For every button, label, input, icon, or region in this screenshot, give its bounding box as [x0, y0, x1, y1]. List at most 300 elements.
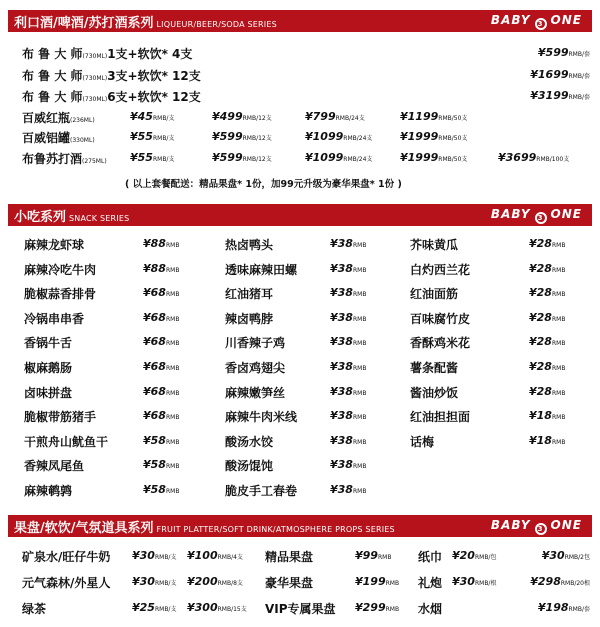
price-value: ¥55	[130, 151, 153, 164]
snack-item-price	[529, 311, 565, 324]
other-item-name	[265, 574, 313, 591]
snack-item-name	[24, 285, 96, 302]
price-value: ¥58	[143, 483, 166, 496]
snack-item-name	[410, 334, 470, 351]
price-value: ¥799	[305, 110, 336, 123]
snack-item-price	[330, 237, 366, 250]
price-unit: RMB/15支	[217, 606, 247, 613]
snack-item-name	[225, 384, 285, 401]
price-value: ¥1999	[400, 130, 439, 143]
snack-item-name	[225, 408, 297, 425]
item-name: 透味麻辣田螺	[225, 262, 298, 277]
price-value: ¥88	[143, 237, 166, 250]
price-unit: RMB/套	[568, 94, 590, 101]
price-value: ¥25	[132, 601, 155, 614]
item-size: (236ML)	[70, 117, 95, 124]
other-item-name	[22, 574, 110, 591]
drink-item-row	[22, 150, 107, 167]
price-value: ¥38	[330, 360, 353, 373]
snack-item-name	[410, 285, 458, 302]
other-item-price	[187, 601, 247, 614]
snack-item-price	[330, 409, 366, 422]
other-item-price	[132, 601, 176, 614]
price-unit: RMB/12支	[242, 156, 272, 163]
item-name: 香辣凤尾鱼	[24, 459, 85, 474]
snack-item-price	[143, 262, 179, 275]
price-value: ¥68	[143, 409, 166, 423]
price-value: ¥599	[212, 151, 243, 164]
other-item-name	[22, 548, 110, 565]
item-name: 麻辣嫩笋丝	[225, 385, 286, 400]
price-unit: RMB	[352, 340, 367, 348]
brand-right: ONE	[550, 207, 582, 221]
drink-set-price	[530, 89, 590, 102]
item-size: (730ML)	[82, 75, 108, 82]
drink-item-row	[22, 129, 95, 146]
price-unit: RMB	[551, 291, 566, 299]
price-value: ¥88	[143, 261, 166, 275]
item-name: 红油担担面	[410, 410, 471, 425]
item-size: (730ML)	[82, 96, 108, 103]
section-title-other	[14, 517, 395, 536]
snack-item-name	[24, 433, 108, 450]
snack-item-name	[225, 433, 273, 450]
price-unit: RMB	[377, 554, 392, 561]
price-value: ¥1099	[305, 130, 344, 143]
drink-item-price	[130, 110, 174, 123]
price-value: ¥1999	[400, 151, 439, 164]
snack-item-price	[143, 385, 179, 398]
other-item-price	[355, 575, 399, 588]
snack-item-name	[225, 261, 297, 278]
price-unit: RMB/支	[152, 115, 175, 122]
price-value: ¥3199	[530, 89, 569, 102]
drink-item-price	[212, 151, 272, 164]
snack-item-name	[410, 384, 458, 401]
price-value: ¥99	[355, 549, 378, 562]
snack-item-price	[529, 335, 565, 348]
price-unit: RMB	[165, 365, 180, 372]
item-name: 脆椒带筋猪手	[24, 410, 97, 425]
snack-item-name	[225, 457, 273, 474]
item-name: 酸汤馄饨	[225, 459, 274, 474]
price-value: ¥499	[212, 110, 243, 123]
brand-right: ONE	[550, 13, 582, 27]
price-unit: RMB	[165, 266, 180, 274]
item-name: 麻辣冷吃牛肉	[24, 262, 97, 277]
item-name: 麻辣牛肉米线	[225, 410, 298, 425]
section-title-drinks	[14, 12, 277, 31]
price-unit: RMB/4支	[217, 554, 243, 561]
item-name: 芥味黄瓜	[410, 238, 459, 252]
drink-set-row	[22, 45, 192, 62]
price-unit: RMB/支	[154, 580, 177, 587]
section-band-other	[8, 515, 592, 537]
price-unit: RMB/50支	[438, 156, 468, 163]
item-desc: 3支+软饮* 12支	[107, 69, 201, 83]
price-unit: RMB	[551, 414, 566, 422]
price-unit: RMB	[352, 488, 367, 495]
price-value: ¥18	[529, 409, 552, 423]
snack-item-name	[410, 408, 470, 425]
item-name: 酱油炒饭	[410, 385, 459, 400]
brand-left: BABY	[490, 518, 531, 532]
item-name: 布 鲁 大 师	[22, 90, 83, 104]
price-unit: RMB	[352, 315, 367, 323]
price-unit: RMB	[352, 389, 367, 397]
other-item-price	[132, 575, 176, 588]
brand-icon: 3	[535, 18, 547, 30]
item-desc: 6支+软饮* 12支	[107, 90, 201, 104]
price-unit: RMB	[551, 315, 566, 323]
other-item-name	[22, 600, 46, 617]
other-item-price	[187, 549, 243, 562]
item-name: 百威铝罐	[22, 131, 71, 145]
other-item-price	[542, 549, 590, 562]
snack-item-name	[24, 408, 96, 425]
price-unit: RMB	[352, 266, 367, 274]
snack-item-name	[24, 261, 96, 278]
price-unit: RMB/50支	[438, 115, 468, 122]
price-unit: RMB/2包	[564, 554, 590, 561]
drink-item-price	[400, 151, 467, 164]
price-unit: RMB	[385, 606, 400, 613]
section-title-snacks	[14, 206, 129, 225]
price-value: ¥1199	[400, 110, 439, 123]
item-name: 矿泉水/旺仔牛奶	[22, 550, 111, 564]
item-name: 布 鲁 大 师	[22, 47, 83, 61]
price-value: ¥68	[143, 384, 166, 398]
section-title-en: SNACK SERIES	[69, 214, 130, 223]
price-value: ¥38	[330, 335, 353, 349]
other-item-price	[452, 549, 496, 562]
price-value: ¥28	[529, 360, 552, 373]
price-value: ¥58	[143, 433, 166, 447]
snack-item-name	[410, 261, 470, 278]
price-value: ¥30	[452, 575, 475, 588]
brand-logo	[491, 518, 582, 535]
snack-item-price	[529, 360, 565, 373]
item-name: 酸汤水饺	[225, 434, 274, 449]
price-unit: RMB/支	[154, 554, 177, 561]
snack-item-name	[24, 310, 84, 327]
price-value: ¥1099	[305, 151, 344, 164]
item-name: 麻辣龙虾球	[24, 238, 85, 252]
section-title-cn: 果盘/软饮/气氛道具系列	[14, 521, 154, 536]
note-text: ( 以上套餐配送：精品果盘* 1份，加99元升级为豪华果盘* 1份 )	[125, 179, 402, 190]
drink-item-price	[400, 110, 467, 123]
snack-item-price	[529, 286, 565, 299]
price-value: ¥198	[537, 601, 569, 614]
item-name: 热卤鸭头	[225, 238, 274, 252]
item-name: 香卤鸡翅尖	[225, 361, 286, 375]
price-unit: RMB/支	[154, 606, 177, 613]
snack-item-name	[410, 310, 470, 327]
other-item-name	[265, 600, 336, 617]
item-name: 话梅	[410, 434, 435, 449]
price-unit: RMB/12支	[242, 135, 272, 142]
drink-item-price	[130, 151, 174, 164]
other-item-price	[132, 549, 176, 562]
price-unit: RMB	[352, 291, 367, 299]
item-size: (730ML)	[82, 53, 108, 60]
snack-item-name	[410, 359, 458, 376]
price-unit: RMB/8支	[217, 580, 243, 587]
snack-item-name	[225, 334, 285, 351]
price-unit: RMB	[551, 389, 566, 397]
price-value: ¥68	[143, 310, 166, 324]
drink-item-price	[400, 130, 467, 143]
price-value: ¥38	[330, 286, 353, 300]
price-unit: RMB	[165, 340, 180, 348]
brand-left: BABY	[490, 13, 531, 27]
price-value: ¥18	[529, 433, 552, 447]
item-name: 纸巾	[418, 550, 443, 564]
drink-set-row	[22, 67, 201, 84]
item-name: 脆皮手工春卷	[225, 484, 298, 498]
price-unit: RMB	[352, 463, 367, 471]
price-unit: RMB	[165, 242, 180, 249]
price-unit: RMB	[352, 438, 367, 446]
item-name: 布 鲁 大 师	[22, 69, 83, 83]
item-name: 薯条配酱	[410, 361, 459, 375]
snack-item-name	[24, 482, 72, 499]
snack-item-price	[143, 483, 179, 496]
price-unit: RMB	[352, 242, 367, 249]
price-unit: RMB	[165, 315, 180, 323]
snack-item-name	[24, 457, 84, 474]
drink-set-row	[22, 88, 201, 105]
price-value: ¥300	[187, 601, 218, 614]
item-name: 百威红瓶	[22, 111, 71, 125]
brand-icon: 3	[535, 523, 547, 535]
brand-icon: 3	[535, 212, 547, 224]
price-unit: RMB/24支	[335, 115, 365, 122]
price-value: ¥30	[132, 575, 155, 588]
snack-item-price	[330, 483, 366, 496]
drink-set-price	[538, 46, 590, 59]
price-value: ¥20	[452, 549, 475, 562]
snack-item-price	[330, 262, 366, 275]
snack-item-name	[24, 236, 84, 253]
price-value: ¥28	[529, 237, 552, 250]
item-name: 辣卤鸭脖	[225, 311, 274, 326]
price-value: ¥38	[330, 409, 353, 423]
item-name: 椒麻鹅肠	[24, 361, 73, 375]
price-value: ¥68	[143, 360, 166, 373]
snack-item-name	[225, 236, 273, 253]
snack-item-price	[330, 286, 366, 299]
price-value: ¥38	[330, 310, 353, 324]
drink-item-price	[498, 151, 569, 164]
snack-item-price	[330, 311, 366, 324]
item-name: 布鲁苏打酒	[22, 152, 83, 166]
item-name: 红油猪耳	[225, 287, 274, 302]
snack-item-price	[330, 434, 366, 447]
item-name: 香锅牛舌	[24, 336, 73, 351]
price-unit: RMB	[551, 266, 566, 274]
section-band-snacks	[8, 204, 592, 226]
section-title-cn: 利口酒/啤酒/苏打酒系列	[14, 16, 154, 31]
price-unit: RMB	[352, 365, 367, 372]
item-name: 川香辣子鸡	[225, 336, 286, 351]
price-value: ¥30	[541, 549, 565, 562]
section-title-en: LIQUEUR/BEER/SODA SERIES	[156, 20, 277, 29]
price-unit: RMB	[551, 365, 566, 372]
snack-item-price	[529, 434, 565, 447]
item-name: 白灼西兰花	[410, 262, 471, 277]
snack-item-name	[410, 236, 458, 253]
item-name: 香酥鸡米花	[410, 336, 471, 351]
price-value: ¥38	[330, 483, 353, 496]
drink-item-row	[22, 109, 95, 126]
snack-item-name	[24, 334, 72, 351]
item-name: 红油面筋	[410, 287, 459, 302]
snack-item-price	[529, 409, 565, 422]
price-value: ¥30	[132, 549, 155, 562]
price-value: ¥100	[187, 549, 218, 562]
brand-left: BABY	[490, 207, 531, 221]
snack-item-name	[225, 285, 273, 302]
snack-item-price	[143, 237, 179, 250]
brand-logo	[491, 13, 582, 30]
other-item-price	[355, 549, 391, 562]
price-value: ¥28	[529, 286, 552, 300]
drink-set-price	[530, 68, 590, 81]
price-unit: RMB/50支	[438, 135, 468, 142]
price-unit: RMB	[551, 242, 566, 249]
drink-item-price	[212, 110, 272, 123]
snack-item-name	[24, 384, 72, 401]
price-value: ¥298	[530, 575, 561, 588]
price-value: ¥68	[143, 335, 166, 349]
price-value: ¥38	[330, 261, 353, 275]
item-name: 礼炮	[418, 576, 443, 590]
item-size: (330ML)	[70, 137, 95, 144]
price-value: ¥28	[529, 384, 552, 398]
price-unit: RMB	[165, 438, 180, 446]
price-value: ¥38	[330, 433, 353, 447]
price-unit: RMB	[165, 291, 180, 299]
price-unit: RMB	[551, 340, 566, 348]
item-name: VIP专属果盘	[265, 602, 336, 616]
price-unit: RMB	[385, 580, 400, 587]
snack-item-name	[225, 310, 273, 327]
price-unit: RMB/20根	[560, 580, 590, 587]
section-title-cn: 小吃系列	[14, 210, 67, 225]
snack-item-price	[330, 335, 366, 348]
price-value: ¥68	[143, 286, 166, 300]
snack-item-price	[143, 360, 179, 373]
brand-right: ONE	[550, 518, 582, 532]
section-band-drinks	[8, 10, 592, 32]
snack-item-price	[330, 385, 366, 398]
price-unit: RMB	[165, 488, 180, 495]
snack-item-price	[330, 458, 366, 471]
snack-item-price	[143, 335, 179, 348]
price-unit: RMB	[165, 463, 180, 471]
price-value: ¥28	[529, 310, 552, 324]
price-value: ¥38	[330, 237, 353, 250]
drink-item-price	[305, 151, 372, 164]
snack-item-price	[143, 286, 179, 299]
price-value: ¥58	[143, 458, 166, 472]
price-value: ¥299	[355, 601, 386, 614]
price-unit: RMB/100支	[536, 156, 570, 163]
price-value: ¥38	[330, 384, 353, 398]
other-item-price	[187, 575, 243, 588]
other-item-price	[538, 601, 590, 614]
price-value: ¥55	[130, 130, 153, 143]
other-item-price	[355, 601, 399, 614]
item-name: 干煎舟山鱿鱼干	[24, 434, 109, 449]
snack-item-name	[225, 359, 285, 376]
price-unit: RMB/套	[568, 73, 590, 80]
item-name: 脆椒蒜香排骨	[24, 287, 97, 302]
drink-item-price	[130, 130, 174, 143]
item-size: (275ML)	[82, 158, 107, 165]
item-name: 麻辣鹌鹑	[24, 484, 73, 498]
price-value: ¥38	[330, 458, 353, 472]
snack-item-price	[143, 311, 179, 324]
snack-item-name	[24, 359, 72, 376]
price-unit: RMB/支	[152, 135, 175, 142]
price-unit: RMB/根	[474, 580, 497, 587]
price-value: ¥599	[212, 130, 243, 143]
item-name: 冷锅串串香	[24, 311, 85, 326]
item-name: 绿茶	[22, 602, 47, 616]
drink-item-price	[212, 130, 272, 143]
price-value: ¥45	[130, 110, 153, 123]
other-item-name	[418, 574, 442, 591]
section-title-en: FRUIT PLATTER/SOFT DRINK/ATMOSPHERE PROPS SERIES	[156, 525, 395, 534]
price-value: ¥1699	[530, 68, 569, 81]
item-name: 水烟	[418, 602, 443, 616]
snack-item-name	[410, 433, 434, 450]
snack-item-price	[529, 237, 565, 250]
price-unit: RMB/套	[568, 51, 590, 58]
price-unit: RMB/包	[474, 554, 497, 561]
drink-item-price	[305, 110, 365, 123]
snack-item-name	[225, 482, 297, 499]
other-item-name	[265, 548, 313, 565]
price-unit: RMB/套	[568, 606, 590, 613]
item-name: 豪华果盘	[265, 576, 314, 590]
price-value: ¥200	[187, 575, 218, 588]
price-unit: RMB/24支	[343, 135, 373, 142]
item-desc: 1支+软饮* 4支	[107, 47, 193, 61]
price-value: ¥199	[355, 575, 386, 588]
brand-logo	[491, 207, 582, 224]
price-unit: RMB/支	[152, 156, 175, 163]
price-unit: RMB/24支	[343, 156, 373, 163]
snack-item-price	[330, 360, 366, 373]
snack-item-price	[529, 262, 565, 275]
other-item-name	[418, 548, 442, 565]
snack-item-price	[143, 409, 179, 422]
other-item-name	[418, 600, 442, 617]
price-value: ¥3699	[498, 151, 537, 164]
snack-item-price	[143, 458, 179, 471]
price-unit: RMB	[551, 438, 566, 446]
item-name: 百味腐竹皮	[410, 311, 471, 326]
item-name: 精品果盘	[265, 550, 314, 564]
drink-item-price	[305, 130, 372, 143]
snack-item-price	[143, 434, 179, 447]
price-unit: RMB	[165, 414, 180, 422]
price-value: ¥599	[537, 46, 569, 59]
price-value: ¥28	[529, 261, 552, 275]
